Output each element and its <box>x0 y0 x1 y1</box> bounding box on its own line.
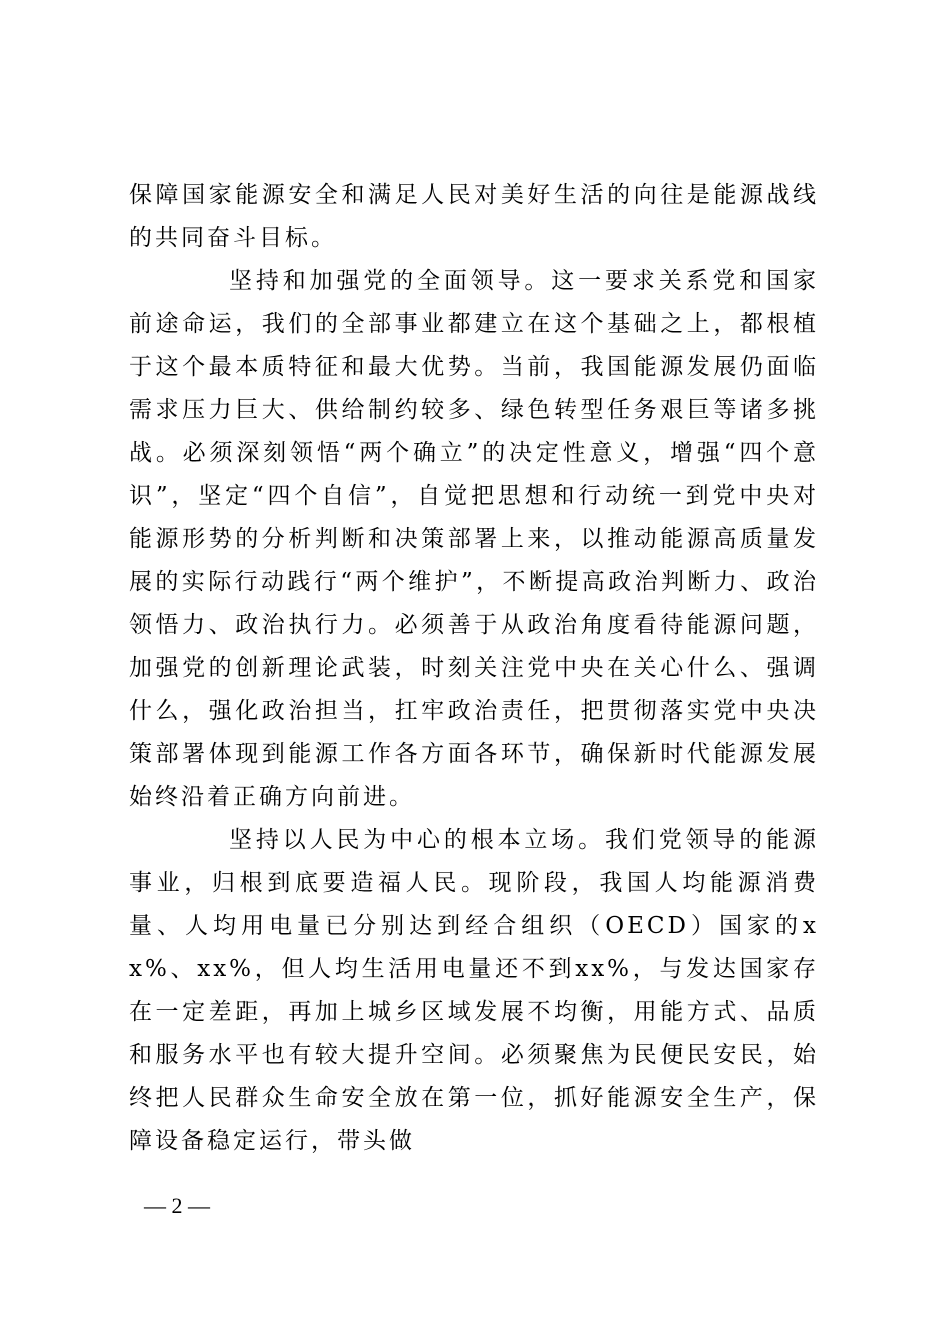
document-body <box>129 174 819 1163</box>
paragraph-continuation: 保障国家能源安全和满足人民对美好生活的向往是能源战线的共同奋斗目标。 <box>129 182 819 251</box>
paragraph-party-leadership: 坚持和加强党的全面领导。这一要求关系党和国家前途命运，我们的全部事业都建立在这个基础之上，都根植于这个最本质特征和最大优势。当前，我国能源发展仍面临需求压力巨大、供给制约较多、绿色转型任务艰巨等诸多挑战。必须深刻领悟“两个确立”的决定性意义，增强“四个意识”，坚定“四个自信”，自觉把思想和行动统一到党中央对能源形势的分析判断和决策部署上来，以推动能源高质量发展的实际行动践行“两个维护”，不断提高政治判断力、政治领悟力、政治执行力。必须善于从政治角度看待能源问题，加强党的创新理论武装，时刻关注党中央在关心什么、强调什么，强化政治担当，扛牢政治责任，把贯彻落实党中央决策部署体现到能源工作各方面各环节，确保新时代能源发展始终沿着正确方向前进。 <box>129 268 819 810</box>
paragraph-people-centered: 坚持以人民为中心的根本立场。我们党领导的能源事业，归根到底要造福人民。现阶段，我国人均能源消费量、人均用电量已分别达到经合组织（OECD）国家的xx%、xx%，但人均生活用电量还不到xx%，与发达国家存在一定差距，再加上城乡区域发展不均衡，用能方式、品质和服务水平也有较大提升空间。必须聚焦为民便民安民，始终把人民群众生命安全放在第一位，抓好能源安全生产，保障设备稳定运行，带头做 <box>129 827 819 1154</box>
page-number: — 2 — <box>144 1193 210 1218</box>
